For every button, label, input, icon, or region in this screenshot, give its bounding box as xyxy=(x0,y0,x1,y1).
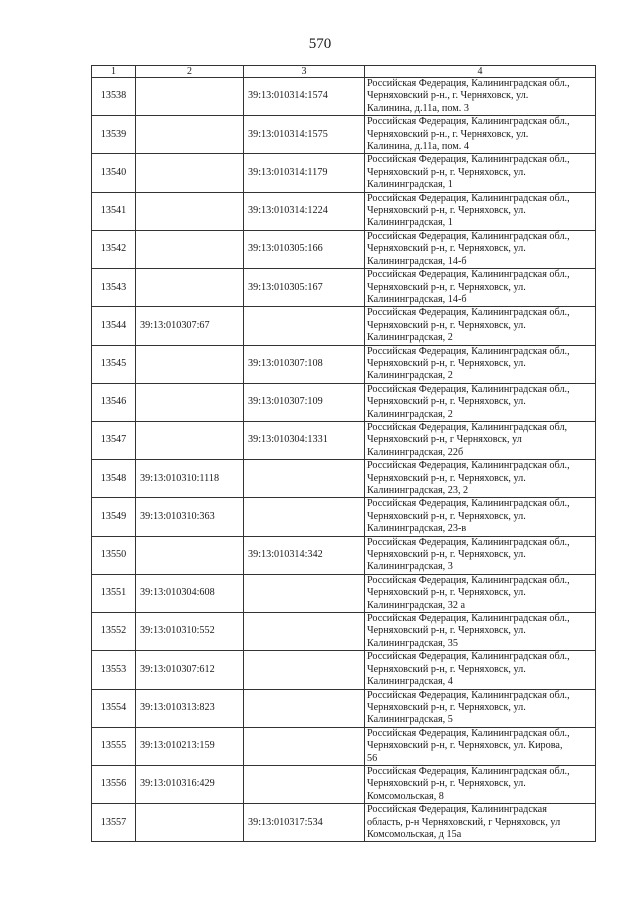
address-cell: Российская Федерация, Калининградская обл., Черняховский р-н, г. Черняховск, ул. Калининградская, 4 xyxy=(365,651,596,689)
cadastral-number-col2-cell xyxy=(136,269,244,307)
cadastral-number-col2-cell: 39:13:010307:612 xyxy=(136,651,244,689)
address-cell: Российская Федерация, Калининградская обл., Черняховский р-н, г. Черняховск, ул. Калининградская, 23-в xyxy=(365,498,596,536)
table-row xyxy=(92,651,596,689)
address-cell: Российская Федерация, Калининградская обл., Черняховский р-н, г. Черняховск, ул. Кирова, 56 xyxy=(365,727,596,765)
address-cell: Российская Федерация, Калининградская обл., Черняховский р-н., г. Черняховск, ул. Калинина, д.11а, пом. 4 xyxy=(365,116,596,154)
cadastral-number-col2-cell xyxy=(136,804,244,842)
cadastral-number-col2-cell: 39:13:010310:552 xyxy=(136,613,244,651)
row-number-cell: 13556 xyxy=(92,765,136,803)
address-cell: Российская Федерация, Калининградская обл., Черняховский р-н, г. Черняховск, ул. Калининградская, 1 xyxy=(365,154,596,192)
table-row xyxy=(92,269,596,307)
table-row xyxy=(92,116,596,154)
table-body xyxy=(92,78,596,842)
cadastral-number-col2-cell xyxy=(136,383,244,421)
registry-table xyxy=(91,65,596,842)
cadastral-number-col3-cell: 39:13:010317:534 xyxy=(244,804,365,842)
cadastral-number-col3-cell xyxy=(244,613,365,651)
cadastral-number-col3-cell xyxy=(244,651,365,689)
cadastral-number-col2-cell xyxy=(136,345,244,383)
table-row xyxy=(92,192,596,230)
row-number-cell: 13542 xyxy=(92,230,136,268)
row-number-cell: 13540 xyxy=(92,154,136,192)
row-number-cell: 13550 xyxy=(92,536,136,574)
address-cell: Российская Федерация, Калининградская обл., Черняховский р-н, г. Черняховск, ул. Калининградская, 32 а xyxy=(365,574,596,612)
row-number-cell: 13553 xyxy=(92,651,136,689)
page-number: 570 xyxy=(308,36,332,52)
address-cell: Российская Федерация, Калининградская обл., Черняховский р-н, г. Черняховск, ул. Калининградская, 5 xyxy=(365,689,596,727)
cadastral-number-col2-cell xyxy=(136,536,244,574)
row-number-cell: 13552 xyxy=(92,613,136,651)
cadastral-number-col2-cell xyxy=(136,116,244,154)
row-number-cell: 13549 xyxy=(92,498,136,536)
table-row xyxy=(92,460,596,498)
address-cell: Российская Федерация, Калининградская обл., Черняховский р-н, г. Черняховск, ул. Калининградская, 2 xyxy=(365,345,596,383)
address-cell: Российская Федерация, Калининградская обл., Черняховский р-н, г. Черняховск, ул. Калининградская, 14-б xyxy=(365,230,596,268)
address-cell: Российская Федерация, Калининградская обл., Черняховский р-н, г. Черняховск, ул. Калининградская, 2 xyxy=(365,383,596,421)
table-row xyxy=(92,307,596,345)
cadastral-number-col3-cell: 39:13:010314:1574 xyxy=(244,78,365,116)
row-number-cell: 13545 xyxy=(92,345,136,383)
row-number-cell: 13555 xyxy=(92,727,136,765)
cadastral-number-col2-cell xyxy=(136,78,244,116)
row-number-cell: 13548 xyxy=(92,460,136,498)
row-number-cell: 13554 xyxy=(92,689,136,727)
column-header-3: 3 xyxy=(244,66,365,78)
address-cell: Российская Федерация, Калининградская обл, Черняховский р-н, г Черняховск, ул Калининградская, 22б xyxy=(365,421,596,459)
cadastral-number-col2-cell: 39:13:010313:823 xyxy=(136,689,244,727)
cadastral-number-col3-cell: 39:13:010314:1224 xyxy=(244,192,365,230)
cadastral-number-col3-cell xyxy=(244,689,365,727)
address-cell: Российская Федерация, Калининградская обл., Черняховский р-н, г. Черняховск, ул. Калининградская, 2 xyxy=(365,307,596,345)
row-number-cell: 13539 xyxy=(92,116,136,154)
table-row xyxy=(92,804,596,842)
table-row xyxy=(92,498,596,536)
cadastral-number-col3-cell xyxy=(244,727,365,765)
address-cell: Российская Федерация, Калининградская обл., Черняховский р-н, г. Черняховск, ул. Калининградская, 1 xyxy=(365,192,596,230)
table-row xyxy=(92,765,596,803)
table-row xyxy=(92,727,596,765)
address-cell: Российская Федерация, Калининградская обл., Черняховский р-н, г. Черняховск, ул. Калининградская, 3 xyxy=(365,536,596,574)
cadastral-number-col3-cell: 39:13:010314:342 xyxy=(244,536,365,574)
cadastral-number-col2-cell: 39:13:010213:159 xyxy=(136,727,244,765)
row-number-cell: 13538 xyxy=(92,78,136,116)
row-number-cell: 13543 xyxy=(92,269,136,307)
row-number-cell: 13557 xyxy=(92,804,136,842)
table-row xyxy=(92,345,596,383)
cadastral-number-col3-cell xyxy=(244,460,365,498)
column-header-1: 1 xyxy=(92,66,136,78)
row-number-cell: 13541 xyxy=(92,192,136,230)
cadastral-number-col3-cell: 39:13:010307:108 xyxy=(244,345,365,383)
row-number-cell: 13547 xyxy=(92,421,136,459)
cadastral-number-col3-cell: 39:13:010314:1575 xyxy=(244,116,365,154)
address-cell: Российская Федерация, Калининградская обл., Черняховский р-н, г. Черняховск, ул. Калининградская, 23, 2 xyxy=(365,460,596,498)
column-header-4: 4 xyxy=(365,66,596,78)
cadastral-number-col2-cell xyxy=(136,230,244,268)
cadastral-number-col2-cell xyxy=(136,192,244,230)
cadastral-number-col2-cell: 39:13:010310:363 xyxy=(136,498,244,536)
table-row xyxy=(92,613,596,651)
cadastral-number-col2-cell: 39:13:010304:608 xyxy=(136,574,244,612)
table-row xyxy=(92,421,596,459)
cadastral-number-col2-cell: 39:13:010316:429 xyxy=(136,765,244,803)
cadastral-number-col3-cell xyxy=(244,307,365,345)
table-row xyxy=(92,689,596,727)
address-cell: Российская Федерация, Калининградская обл., Черняховский р-н, г. Черняховск, ул. Комсомольская, 8 xyxy=(365,765,596,803)
table-row xyxy=(92,78,596,116)
row-number-cell: 13544 xyxy=(92,307,136,345)
cadastral-number-col2-cell: 39:13:010310:1118 xyxy=(136,460,244,498)
cadastral-number-col2-cell xyxy=(136,421,244,459)
table-row xyxy=(92,154,596,192)
cadastral-number-col3-cell: 39:13:010304:1331 xyxy=(244,421,365,459)
table-header-row xyxy=(92,66,596,78)
table-row xyxy=(92,230,596,268)
address-cell: Российская Федерация, Калининградская область, р-н Черняховский, г Черняховск, ул Комсомольская, д 15а xyxy=(365,804,596,842)
address-cell: Российская Федерация, Калининградская обл., Черняховский р-н, г. Черняховск, ул. Калининградская, 35 xyxy=(365,613,596,651)
cadastral-number-col3-cell: 39:13:010305:167 xyxy=(244,269,365,307)
cadastral-number-col2-cell: 39:13:010307:67 xyxy=(136,307,244,345)
cadastral-number-col3-cell xyxy=(244,765,365,803)
cadastral-number-col3-cell: 39:13:010307:109 xyxy=(244,383,365,421)
address-cell: Российская Федерация, Калининградская обл., Черняховский р-н., г. Черняховск, ул. Калинина, д.11а, пом. 3 xyxy=(365,78,596,116)
column-header-2: 2 xyxy=(136,66,244,78)
cadastral-number-col3-cell xyxy=(244,574,365,612)
table-row xyxy=(92,536,596,574)
row-number-cell: 13546 xyxy=(92,383,136,421)
table-row xyxy=(92,574,596,612)
cadastral-number-col3-cell: 39:13:010305:166 xyxy=(244,230,365,268)
address-cell: Российская Федерация, Калининградская обл., Черняховский р-н, г. Черняховск, ул. Калининградская, 14-б xyxy=(365,269,596,307)
cadastral-number-col3-cell xyxy=(244,498,365,536)
row-number-cell: 13551 xyxy=(92,574,136,612)
table-row xyxy=(92,383,596,421)
cadastral-number-col3-cell: 39:13:010314:1179 xyxy=(244,154,365,192)
cadastral-number-col2-cell xyxy=(136,154,244,192)
